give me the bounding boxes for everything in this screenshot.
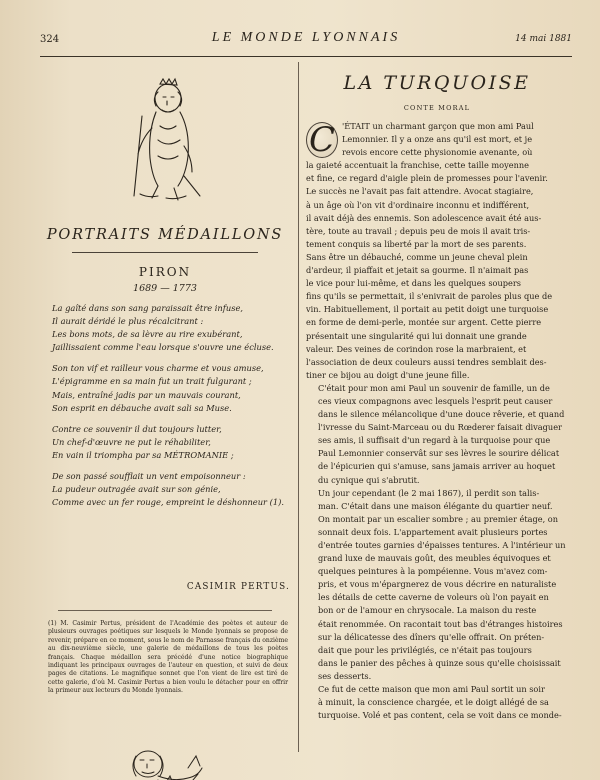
title-rule — [72, 252, 258, 253]
text-line: tère, toute au travail ; depuis peu de mois il avait tris- — [306, 225, 531, 236]
text-line: vin. Habituellement, il portait au petit doigt une turquoise — [306, 304, 549, 315]
text-line: grand luxe de mauvais goût, des meubles équivoques et — [318, 553, 551, 564]
drop-cap: C — [306, 122, 338, 158]
text-line: dans le panier des pêches à quinze sous qu'elle choisissait — [318, 657, 561, 668]
text-line: à minuit, la conscience chargée, et le doigt allégé de sa — [318, 697, 549, 708]
story-paragraph — [306, 382, 568, 487]
text-line: tiner ce bijou au doigt d'une jeune fille. — [306, 369, 470, 380]
text-line: ses amis, il suffisait d'un regard à la turquoise pour que — [318, 435, 551, 446]
text-line: tement conquis sa liberté par la mort de ses parents. — [306, 238, 527, 249]
footnote: (1) M. Casimir Pertus, président de l'Académie des poètes et auteur de plusieurs ouvrages poétiques sur lesquels le Monde lyonnais se propose de revenir, prépare en ce moment, sous le nom de Parnasse français du onzième au dix-neuvième siècle, une galerie de médaillons de tous les poètes français. Chaque médaillon sera précédé d'une notice biographique indiquant les principaux ouvrages de l'auteur en question, et suivi de deux pages de citations. Le magnifique sonnet que l'on vient de lire est tiré de cette galerie, d'où M. Casimir Pertus a bien voulu le détacher pour en offrir la primeur aux lecteurs du Monde lyonnais. — [48, 620, 288, 695]
stanza — [52, 302, 288, 354]
text-line: sonnait deux fois. L'appartement avait plusieurs portes — [318, 526, 548, 537]
verse: Mais, entraîné jadis par un mauvais courant, — [52, 389, 241, 400]
lion-tailpiece-illustration — [118, 742, 213, 780]
text-line: 'ÉTAIT un charmant garçon que mon ami Paul — [342, 121, 534, 131]
story-paragraph — [306, 120, 568, 382]
text-line: l'association de deux couleurs aussi tendres semblait des- — [306, 356, 547, 367]
column-divider — [298, 62, 299, 752]
footnote-rule — [58, 610, 272, 611]
masthead: LE MONDE LYONNAIS — [211, 30, 401, 45]
lion-illustration — [122, 76, 212, 204]
header-rule — [40, 56, 572, 57]
verse: La gaîté dans son sang paraissait être infuse, — [52, 303, 243, 313]
verse: Son esprit en débauche avait sali sa Muse. — [52, 402, 232, 413]
stanza — [52, 362, 288, 414]
poem-title: PIRON — [138, 265, 192, 279]
stanza — [52, 423, 288, 462]
story-paragraph — [306, 487, 568, 683]
text-line: dait que pour les privilégiés, ce n'était pas toujours — [318, 644, 532, 655]
text-line: pris, et vous m'épargnerez de vous décrire en naturaliste — [318, 579, 557, 590]
verse: Son ton vif et railleur vous charme et vous amuse, — [52, 363, 264, 374]
verse: Les bons mots, de sa lèvre au rire exubérant, — [52, 329, 243, 340]
verse: Comme avec un fer rouge, empreint le déshonneur (1). — [52, 497, 285, 508]
poem-years: 1689 — 1773 — [133, 283, 197, 294]
text-line: Ce fut de cette maison que mon ami Paul sortit un soir — [318, 684, 545, 695]
story-paragraph — [306, 683, 568, 722]
text-line: bon or de l'amour en chrysocale. La maison du reste — [318, 605, 537, 616]
section-title: PORTRAITS MÉDAILLONS — [46, 227, 284, 243]
text-line: était renommée. On racontait tout bas d'étranges histoires — [318, 618, 563, 629]
stanza — [52, 470, 288, 509]
author-signature: CASIMIR PERTUS. — [186, 582, 290, 592]
text-line: Le succès ne l'avait pas fait attendre. Avocat stagiaire, — [306, 186, 534, 197]
text-line: Sans être un débauché, comme un jeune cheval plein — [306, 251, 528, 262]
text-line: Lemonnier. Il y a onze ans qu'il est mort, et je — [342, 134, 533, 145]
text-line: fins qu'ils se permettait, il s'enivrait de paroles plus que de — [306, 291, 553, 302]
text-line: valeur. Des veines de corindon rose la marbraient, et — [306, 343, 527, 354]
verse: Il aurait déridé le plus récalcitrant : — [52, 316, 204, 327]
verse: De son passé soufflait un vent empoisonneur : — [52, 471, 246, 482]
text-line: revois encore cette physionomie avenante, où — [342, 147, 533, 158]
text-line: Un jour cependant (le 2 mai 1867), il perdit son talis- — [318, 487, 540, 498]
text-line: à un âge où l'on vit d'ordinaire inconnu et indifférent, — [306, 199, 530, 210]
verse: Jaillissaient comme l'eau lorsque s'ouvre une écluse. — [52, 342, 274, 353]
text-line: présentait une singularité qui lui donnait une grande — [306, 330, 527, 341]
sonnet — [52, 302, 288, 517]
text-line: dans le silence mélancolique d'une douce rêverie, et quand — [318, 409, 565, 420]
text-line: ses desserts. — [318, 670, 372, 681]
text-line: quelques peintures à la pompéienne. Vous m'avez com- — [318, 566, 548, 577]
text-line: l'ivresse du Saint-Marceau ou du Rœderer faisait divaguer — [318, 422, 562, 433]
page-header — [40, 30, 572, 52]
text-line: la gaieté accentuait la franchise, cette taille moyenne — [306, 160, 529, 171]
text-line: man. C'était dans une maison élégante du quartier neuf. — [318, 500, 553, 511]
text-line: les détails de cette caverne de voleurs où l'on payait en — [318, 592, 549, 603]
text-line: le vice pour lui-même, et dans les quelques soupers — [306, 278, 521, 289]
text-line: ces vieux compagnons avec lesquels l'esprit peut causer — [318, 395, 553, 406]
text-line: turquoise. Volé et pas content, cela se voit dans ce monde- — [318, 710, 562, 721]
verse: Un chef-d'œuvre ne put le réhabiliter, — [52, 436, 211, 447]
text-line: et fine, ce regard d'aigle plein de promesses pour l'avenir. — [306, 173, 548, 184]
text-line: Paul Lemonnier conservât sur ses lèvres le sourire délicat — [318, 448, 560, 459]
story-title: LA TURQUOISE — [343, 72, 531, 94]
verse: La pudeur outragée avait sur son génie, — [52, 484, 221, 495]
issue-date: 14 mai 1881 — [515, 34, 572, 44]
story-body — [306, 120, 568, 722]
text-line: On montait par un escalier sombre ; au premier étage, on — [318, 513, 559, 524]
text-line: d'entrée toutes garnies d'épaisses tentures. A l'intérieur un — [318, 540, 566, 550]
story-subtitle: CONTE MORAL — [403, 104, 471, 112]
verse: En vain il triompha par sa MÉTROMANIE ; — [52, 449, 234, 460]
text-line: d'ardeur, il piaffait et jetait sa gourme. Il n'aimait pas — [306, 265, 529, 276]
text-line: il avait déjà des ennemis. Son adolescence avait été aus- — [306, 212, 542, 223]
verse: L'épigramme en sa main fut un trait fulgurant ; — [52, 376, 252, 387]
text-line: en forme de demi-perle, montée sur argent. Cette pierre — [306, 317, 542, 328]
text-line: de l'épicurien qui s'amuse, sans jamais arriver au hoquet — [318, 461, 556, 472]
verse: Contre ce souvenir il dut toujours lutter, — [52, 423, 222, 434]
text-line: sur la délicatesse des dîners qu'elle offrait. On préten- — [318, 631, 545, 642]
text-line: du cynique qui s'abrutit. — [318, 474, 420, 485]
text-line: C'était pour mon ami Paul un souvenir de famille, un de — [318, 382, 550, 393]
page-number: 324 — [40, 34, 60, 45]
